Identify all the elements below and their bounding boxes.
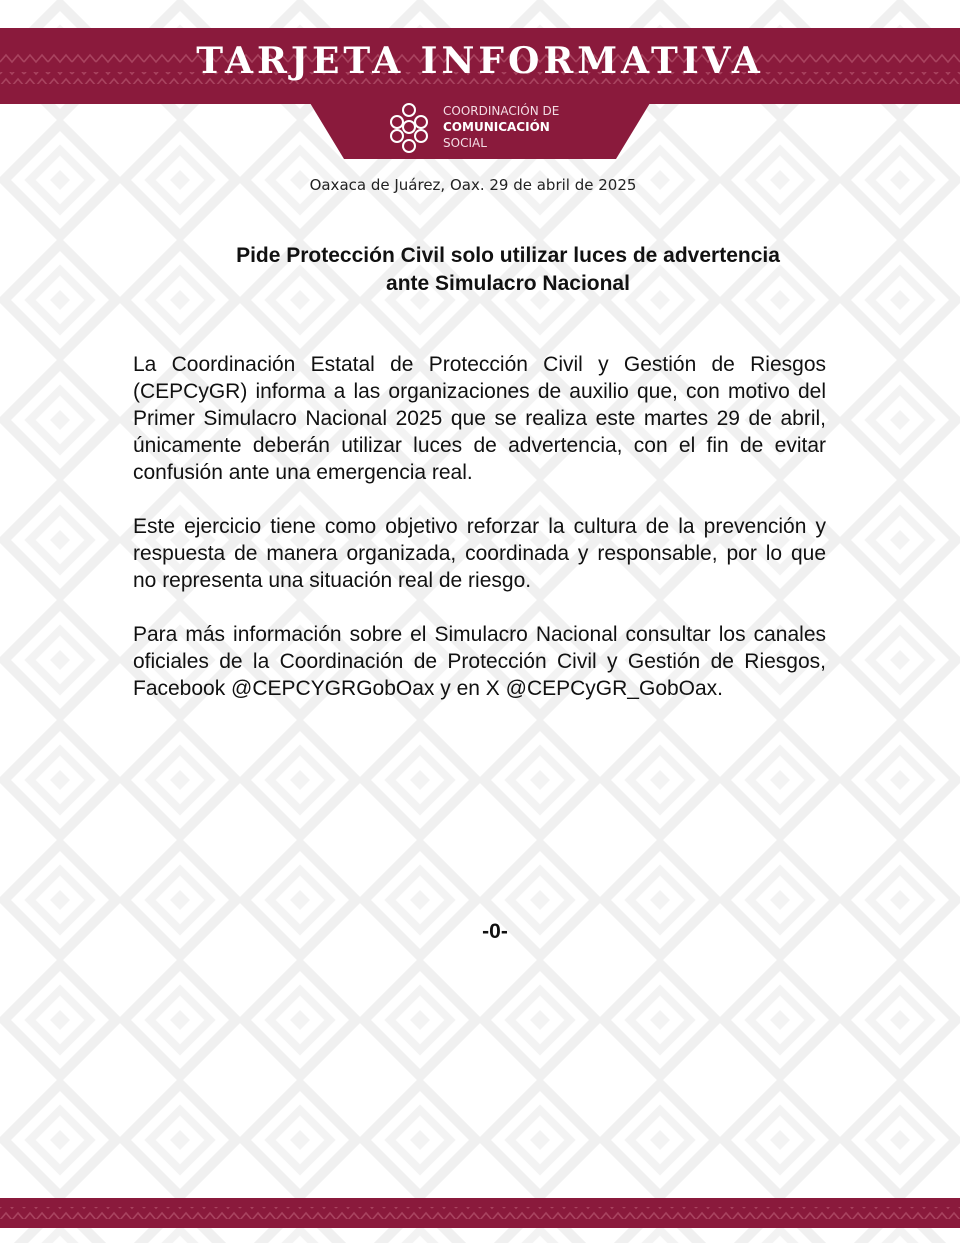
body-paragraph: La Coordinación Estatal de Protección Civil y Gestión de Riesgos (CEPCyGR) informa a las organizaciones de auxilio que, con motivo del Primer Simulacro Nacional 2025 que se realiza este martes 29 de abril, únicamente deberán utilizar luces de advertencia, con el fin de evitar confusión ante una emergencia real. (133, 353, 826, 484)
logo-line-2: COMUNICACIÓN (443, 120, 550, 134)
logo-line-3: SOCIAL (443, 136, 487, 150)
agency-emblem-icon (386, 98, 432, 156)
closing-mark: -0- (482, 920, 508, 943)
headline-line-1: Pide Protección Civil solo utilizar luces de advertencia (236, 244, 780, 267)
agency-logo-text (443, 103, 559, 151)
body-paragraph: Este ejercicio tiene como objetivo reforzar la cultura de la prevención y respuesta de manera organizada, coordinada y responsable, por lo que no representa una situación real de riesgo. (133, 515, 826, 592)
article-body (133, 351, 826, 729)
agency-logo (386, 98, 586, 156)
headline-line-2: ante Simulacro Nacional (386, 272, 630, 295)
logo-line-1: COORDINACIÓN DE (443, 104, 560, 118)
dateline: Oaxaca de Juárez, Oax. 29 de abril de 2025 (309, 176, 637, 194)
footer-band-ornament (0, 1198, 960, 1228)
headline (180, 242, 836, 298)
footer-band (0, 1198, 960, 1228)
body-paragraph: Para más información sobre el Simulacro Nacional consultar los canales oficiales de la Coordinación de Protección Civil y Gestión de Riesgos, Facebook @CEPCYGRGobOax y en X @CEPCyGR_GobOax. (133, 623, 826, 700)
document-type-title: TARJETA INFORMATIVA (196, 40, 764, 82)
